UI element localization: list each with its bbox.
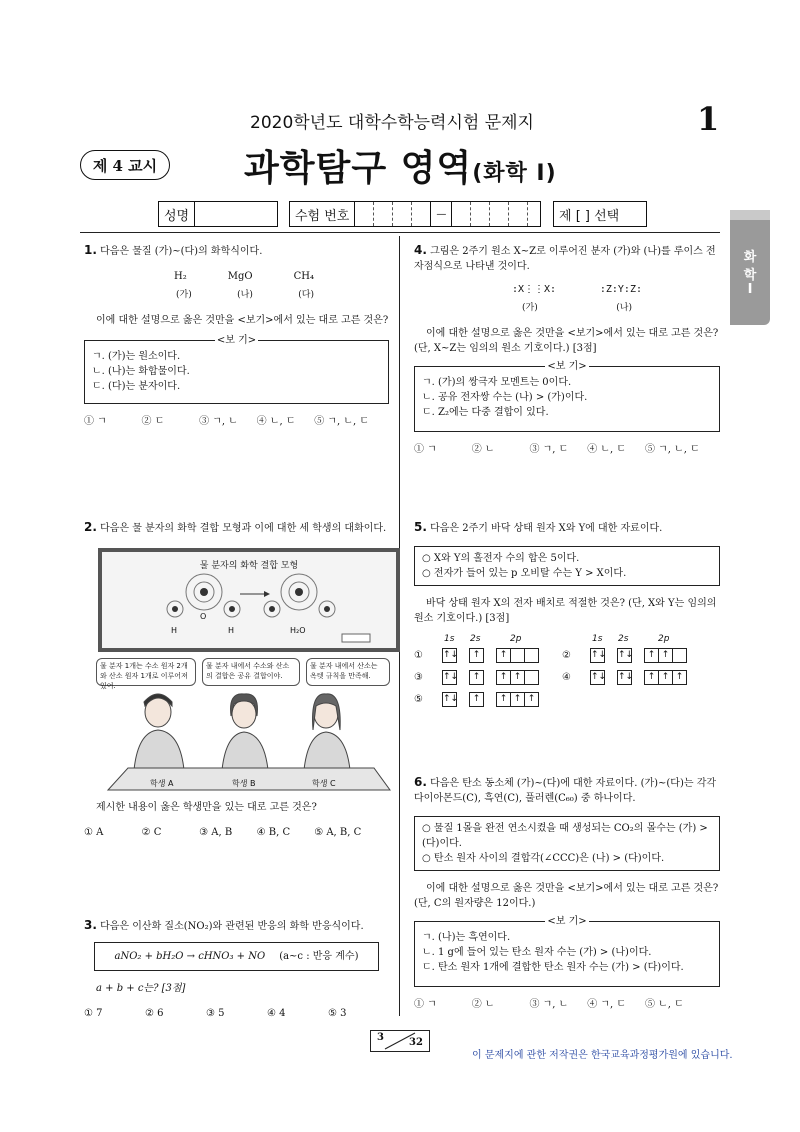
choice-1[interactable]: ① A [84, 827, 104, 838]
orbital-box: ↑↓ [617, 648, 632, 663]
label-da: (다) [298, 290, 314, 300]
orbital-box: ↑↓ [442, 670, 457, 685]
orbital-box: ↑ [511, 692, 525, 707]
option-number: ① [414, 649, 423, 661]
q5-data-item: ○ 전자가 들어 있는 p 오비탈 수는 Y > X이다. [422, 568, 627, 579]
q3-number: 3. [84, 918, 97, 932]
board-title: 물 분자의 화학 결합 모형 [199, 561, 299, 571]
choice-1[interactable]: ① 7 [84, 1008, 103, 1019]
name-field[interactable] [158, 201, 278, 227]
selection-label: 제 [ ] 선택 [559, 208, 620, 224]
exam-dash: — [431, 202, 452, 226]
bogi-title: <보 기> [547, 916, 587, 927]
question-1 [84, 243, 389, 429]
orbital-option[interactable] [562, 668, 687, 686]
bogi-item: ㄴ. 공유 전자쌍 수는 (나) > (가)이다. [422, 392, 588, 403]
page-current: 3 [377, 1032, 384, 1043]
choice-1[interactable]: ① ㄱ [414, 444, 437, 455]
blackboard [98, 548, 400, 652]
p-orbital-group [644, 648, 687, 663]
speech-bubble-b: 물 분자 내에서 수소와 산소의 결합은 공유 결합이야. [202, 658, 300, 686]
q3-equation-note: (a~c : 반응 계수) [279, 951, 359, 962]
copyright-notice: 이 문제지에 관한 저작권은 한국교육과정평가원에 있습니다. [472, 1050, 733, 1061]
exam-digit [452, 202, 471, 226]
choice-2[interactable]: ② ㄴ [471, 444, 495, 455]
orbital-header: 2p [510, 634, 522, 644]
choice-5[interactable]: ⑤ ㄱ, ㄴ, ㄷ [644, 444, 700, 455]
q4-question: 이에 대한 설명으로 옳은 것만을 <보기>에서 있는 대로 고른 것은? (단, X~Z는 임의의 원소 기호이다.) [3점] [414, 328, 719, 354]
header-rule [80, 232, 720, 233]
orbital-box: ↑ [659, 648, 673, 663]
orbital-box: ↑ [496, 670, 511, 685]
q6-data-item: ○ 물질 1몰을 완전 연소시켰을 때 생성되는 CO₂의 몰수는 (가) > (다)이다. [422, 823, 708, 849]
p-orbital-group [496, 692, 539, 707]
exam-number-label: 수험 번호 [290, 202, 355, 226]
side-tab-char: 학 [743, 268, 757, 283]
orbital-box [525, 670, 539, 685]
molecule-label-h2o: H₂O [290, 626, 306, 635]
exam-digit [393, 202, 412, 226]
choice-2[interactable]: ② ㄴ [471, 999, 495, 1010]
subject-main: 과학탐구 영역 [244, 148, 473, 189]
orbital-option[interactable] [414, 646, 539, 664]
q6-stem: 다음은 탄소 동소체 (가)~(다)에 대한 자료이다. (가)~(다)는 각각 다이아몬드(C), 흑연(C), 풀러렌(C₆₀) 중 하나이다. [414, 778, 717, 804]
exam-digit [471, 202, 490, 226]
choice-4[interactable]: ④ ㄴ, ㄷ [256, 416, 296, 427]
choice-3[interactable]: ③ 5 [206, 1008, 225, 1019]
q2-footer [84, 800, 389, 840]
formula-na: MgO [227, 271, 253, 282]
orbital-box: ↑↓ [617, 670, 632, 685]
q6-question: 이에 대한 설명으로 옳은 것만을 <보기>에서 있는 대로 고른 것은? (단, C의 원자량은 12이다.) [414, 883, 719, 909]
q5-number: 5. [414, 520, 427, 534]
orbital-box: ↑ [496, 648, 511, 663]
label-ga: (가) [522, 303, 538, 313]
page-counter [370, 1030, 430, 1052]
choice-3[interactable]: ③ ㄱ, ㄷ [529, 444, 569, 455]
question-5 [414, 520, 720, 714]
orbital-box: ↑ [496, 692, 511, 707]
option-number: ④ [562, 671, 571, 683]
label-na: (나) [237, 290, 253, 300]
orbital-header: 2s [618, 634, 629, 644]
bogi-item: ㄱ. (나)는 흑연이다. [422, 932, 511, 943]
speech-bubble-a: 물 분자 1개는 수소 원자 2개와 산소 원자 1개로 이루어져 있어. [96, 658, 196, 686]
choice-2[interactable]: ② C [141, 827, 162, 838]
p-orbital-group [496, 648, 539, 663]
choice-1[interactable]: ① ㄱ [84, 416, 107, 427]
orbital-box: ↑↓ [442, 648, 457, 663]
q2-question: 제시한 내용이 옳은 학생만을 있는 대로 고른 것은? [96, 802, 317, 813]
q3-equation-box [94, 942, 379, 971]
exam-number-field[interactable] [289, 201, 541, 227]
q5-data-item: ○ X와 Y의 홀전자 수의 합은 5이다. [422, 553, 580, 564]
page-total: 32 [409, 1037, 423, 1048]
exam-digit [412, 202, 431, 226]
q1-number: 1. [84, 243, 97, 257]
subject-side-tab [730, 210, 770, 325]
student-a-label: 학생 A [150, 779, 174, 788]
orbital-box: ↑ [511, 670, 525, 685]
lewis-ga: :X⋮⋮X: [512, 284, 557, 295]
q3-question: a + b + c는? [3점] [96, 983, 186, 994]
question-2 [84, 520, 394, 536]
orbital-box [525, 648, 539, 663]
question-6 [414, 775, 720, 1012]
q5-data-box [414, 546, 720, 586]
q2-stem: 다음은 물 분자의 화학 결합 모형과 이에 대한 세 학생의 대화이다. [100, 523, 387, 534]
orbital-box: ↑↓ [590, 670, 605, 685]
exam-title: 2020학년도 대학수학능력시험 문제지 [250, 113, 534, 133]
orbital-header: 2p [658, 634, 670, 644]
q4-bogi-box [414, 361, 720, 432]
q6-data-item: ○ 탄소 원자 사이의 결합각(∠CCC)은 (나) > (다)이다. [422, 853, 665, 864]
choice-5[interactable]: ⑤ ㄱ, ㄴ, ㄷ [314, 416, 370, 427]
bogi-item: ㄱ. (가)의 쌍극자 모멘트는 0이다. [422, 377, 572, 388]
option-number: ③ [414, 671, 423, 683]
choice-4[interactable]: ④ ㄴ, ㄷ [587, 444, 627, 455]
lewis-na: :Z:Y:Z: [599, 284, 642, 295]
exam-digit [355, 202, 374, 226]
orbital-box: ↑ [469, 648, 484, 663]
q1-question: 이에 대한 설명으로 옳은 것만을 <보기>에서 있는 대로 고른 것은? [96, 315, 389, 326]
p-orbital-group [644, 670, 687, 685]
period-badge: 제 4 교시 [80, 150, 170, 180]
q1-stem: 다음은 물질 (가)~(다)의 화학식이다. [100, 246, 263, 257]
q5-question: 바닥 상태 원자 X의 전자 배치로 적절한 것은? (단, X와 Y는 임의의 원소 기호이다.) [3점] [414, 598, 717, 624]
name-label: 성명 [159, 202, 195, 226]
orbital-box: ↑ [673, 670, 687, 685]
orbital-box: ↑ [469, 692, 484, 707]
choice-2[interactable]: ② ㄷ [141, 416, 165, 427]
orbital-header: 2s [470, 634, 481, 644]
orbital-box: ↑↓ [590, 648, 605, 663]
q1-bogi-box [84, 335, 389, 404]
subject-sub: (화학 I) [472, 161, 557, 186]
choice-5[interactable]: ⑤ A, B, C [314, 827, 362, 838]
side-tab-char: I [747, 282, 753, 297]
orbital-box: ↑ [469, 670, 484, 685]
orbital-box: ↑↓ [442, 692, 457, 707]
orbital-header: 1s [444, 634, 455, 644]
exam-digit [374, 202, 393, 226]
choice-5[interactable]: ⑤ 3 [328, 1008, 347, 1019]
orbital-options [414, 632, 720, 714]
choice-4[interactable]: ④ ㄱ, ㄷ [587, 999, 627, 1010]
q6-bogi-box [414, 916, 720, 987]
orbital-option[interactable] [414, 668, 539, 686]
question-3 [84, 918, 389, 1021]
q3-stem: 다음은 이산화 질소(NO₂)와 관련된 반응의 화학 반응식이다. [100, 921, 364, 932]
bogi-item: ㄴ. (나)는 화합물이다. [92, 366, 190, 377]
subject-title [244, 140, 557, 191]
atom-label-h: H [228, 626, 235, 635]
option-number: ② [562, 649, 571, 661]
orbital-box [511, 648, 525, 663]
student-c-label: 학생 C [312, 779, 336, 788]
side-tab-char: 화 [743, 250, 757, 265]
choice-5[interactable]: ⑤ ㄴ, ㄷ [644, 999, 684, 1010]
orbital-box: ↑ [525, 692, 539, 707]
orbital-option[interactable] [414, 690, 539, 708]
student-b-label: 학생 B [232, 779, 256, 788]
orbital-box: ↑ [644, 648, 659, 663]
q3-equation: aNO₂ + bH₂O → cHNO₃ + NO [114, 951, 266, 962]
q6-data-box [414, 816, 720, 871]
atom-label-h: H [171, 626, 178, 635]
students-illustration [98, 690, 394, 792]
orbital-box: ↑ [644, 670, 659, 685]
side-tab-strip [730, 210, 770, 220]
q4-stem: 그림은 2주기 원소 X~Z로 이루어진 분자 (가)와 (나)를 루이스 전자점식으로 나타낸 것이다. [414, 246, 716, 272]
q4-number: 4. [414, 243, 427, 257]
exam-digit [490, 202, 509, 226]
orbital-option[interactable] [562, 646, 687, 664]
choice-3[interactable]: ③ ㄱ, ㄴ [529, 999, 569, 1010]
choice-3[interactable]: ③ ㄱ, ㄴ [199, 416, 238, 427]
bogi-title: <보 기> [547, 361, 587, 372]
question-4 [414, 243, 720, 457]
exam-digit [509, 202, 528, 226]
choice-2[interactable]: ② 6 [145, 1008, 164, 1019]
choice-3[interactable]: ③ A, B [199, 827, 233, 838]
q6-number: 6. [414, 775, 427, 789]
orbital-box [673, 648, 687, 663]
option-number: ⑤ [414, 693, 423, 705]
water-bond-model [102, 552, 396, 648]
bogi-item: ㄷ. Z₂에는 다중 결합이 있다. [422, 407, 549, 418]
bogi-item: ㄷ. (다)는 분자이다. [92, 381, 181, 392]
q2-number: 2. [84, 520, 97, 534]
page-number: 1 [697, 100, 720, 138]
selection-field[interactable] [553, 201, 647, 227]
bogi-item: ㄱ. (가)는 원소이다. [92, 351, 181, 362]
label-ga: (가) [176, 290, 192, 300]
atom-label-o: O [200, 612, 207, 621]
bogi-title: <보 기> [216, 335, 257, 346]
bogi-item: ㄷ. 탄소 원자 1개에 결합한 탄소 원자 수는 (가) > (다)이다. [422, 962, 684, 973]
orbital-header: 1s [592, 634, 603, 644]
bogi-item: ㄴ. 1 g에 들어 있는 탄소 원자 수는 (가) > (나)이다. [422, 947, 652, 958]
choice-4[interactable]: ④ 4 [267, 1008, 286, 1019]
speech-bubble-c: 물 분자 내에서 산소는 옥텟 규칙을 만족해. [306, 658, 390, 686]
p-orbital-group [496, 670, 539, 685]
formula-da: CH₄ [293, 271, 314, 282]
label-na: (나) [616, 303, 632, 313]
choice-1[interactable]: ① ㄱ [414, 999, 437, 1010]
q5-stem: 다음은 2주기 바닥 상태 원자 X와 Y에 대한 자료이다. [430, 523, 663, 534]
orbital-box: ↑ [659, 670, 673, 685]
formula-ga: H₂ [174, 271, 187, 282]
choice-4[interactable]: ④ B, C [256, 827, 291, 838]
